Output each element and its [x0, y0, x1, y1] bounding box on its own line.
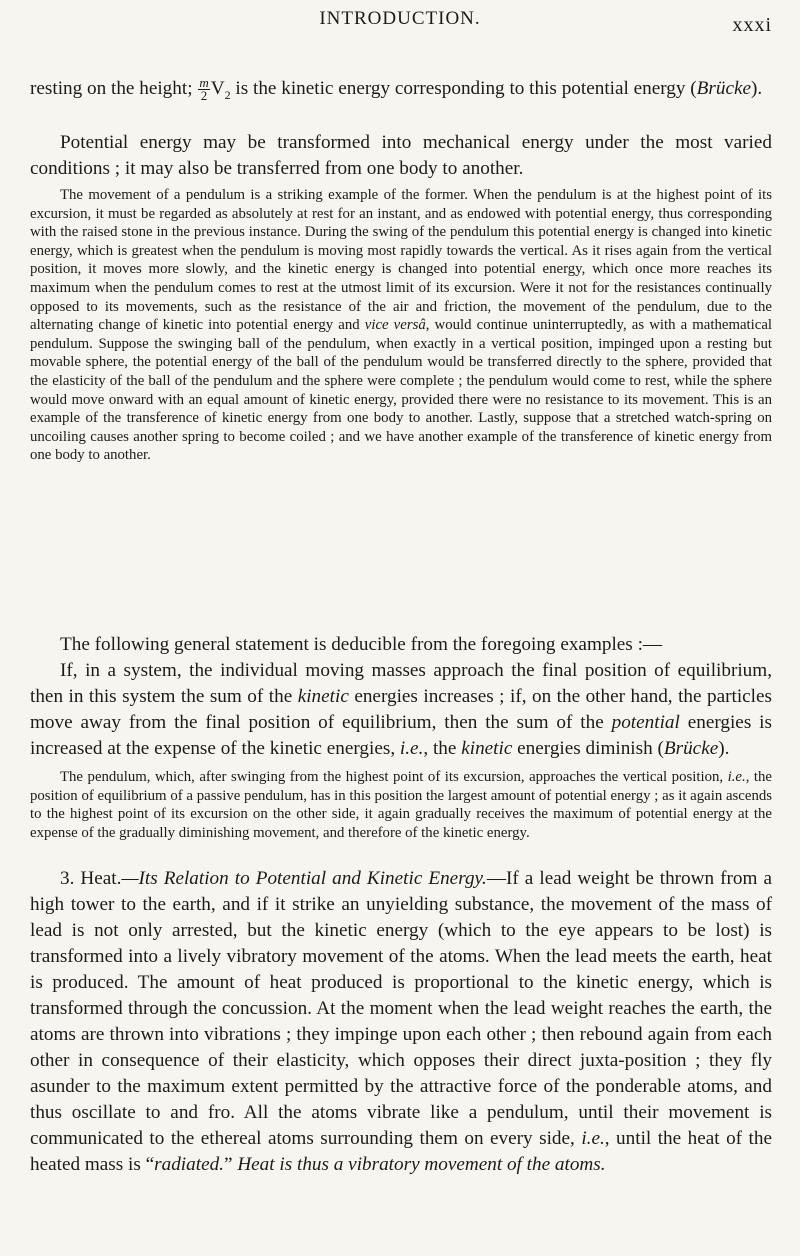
- conclusion-sentence: Heat is thus a vibratory movement of the atoms.: [237, 1154, 606, 1175]
- paragraph-heat-section: 3. Heat.—Its Relation to Potential and Kinetic Energy.—If a lead weight be thrown from a high tower to the earth, and if it strike an unyielding substance, the movement of the mass of lead is not only arrested, but the kinetic energy (which to the eye appears to be lost) is transformed into a lively vibratory movement of the atoms. When the lead meets the earth, heat is produced. The amount of heat produced is proportional to the kinetic energy, which is transformed through the concussion. At the moment when the lead weight reaches the earth, the atoms are thrown into vibrations ; they impinge upon each other ; then rebound again from each other in consequence of their elasticity, which opposes their direct juxta-position ; they fly asunder to the maximum extent permitted by the attractive force of the ponderable atoms, and thus oscillate to and fro. All the atoms vibrate like a pendulum, until their movement is communicated to the ethereal atoms surrounding them on every side, i.e., until the heat of the heated mass is “radiated.” Heat is thus a vibratory movement of the atoms.: [30, 868, 772, 1175]
- section-number: 3. Heat.: [60, 868, 122, 889]
- paragraph-general-statement: The following general statement is deducible from the foregoing examples :—: [60, 634, 663, 655]
- paragraph-pendulum-note: The pendulum, which, after swinging from the highest point of its excursion, approaches the vertical position, i.e., the position of equilibrium of a passive pendulum, has in this position the largest amount of potential energy ; as it again ascends to the highest point of its excursion on the other side, it again gradually receives the maximum of potential energy at the expense of the gradually diminishing movement, and therefore of the kinetic energy.: [30, 769, 773, 841]
- paragraph-pendulum-example: The movement of a pendulum is a striking example of the former. When the pendulum is at the highest point of its excursion, it must be regarded as absolutely at rest for an instant, and as endowed with potential energy, thus corresponding with the raised stone in the previous instance. During the swing of the pendulum this potential energy is changed into kinetic energy, which is greatest when the pendulum is moving most rapidly towards the vertical. As it rises again from the vertical position, it moves more slowly, and the kinetic energy is changed into potential energy, which once more reaches its maximum when the pendulum comes to rest at the utmost limit of its excursion. Were it not for the resistances continually opposed to its movements, such as the resistance of the air and friction, the movement of the pendulum, due to the alternating change of kinetic into potential energy and vice versâ, would continue uninterruptedly, as with a mathematical pendulum. Suppose the swinging ball of the pendulum, when exactly in a vertical position, impinged upon a resting but movable sphere, the potential energy of the ball of the pendulum would be transferred directly to the sphere, provided that the elasticity of the ball of the pendulum and the sphere were complete ; the pendulum would come to rest, while the sphere would move onward with an equal amount of kinetic energy, provided there were no resistance to its movement. This is an example of the transference of kinetic energy from one body to another. Lastly, suppose that a stretched watch-spring on uncoiling causes another spring to become coiled ; and we have another example of the transference of kinetic energy from one body to another.: [30, 187, 772, 464]
- section-heading: —Its Relation to Potential and Kinetic Energy.: [121, 868, 487, 889]
- page-number: xxxi: [732, 14, 772, 36]
- running-head: INTRODUCTION.: [319, 8, 481, 29]
- fraction-m-over-2: $\frac{m}{2}$: [199, 75, 209, 104]
- paragraph-equilibrium-law: If, in a system, the individual moving masses approach the final position of equilibrium, then in this system the sum of the kinetic energies increases ; if, on the other hand, the particles move away from the final position of equilibrium, then the sum of the potential energies is increased at the expense of the kinetic energies, i.e., the kinetic energies diminish (Brücke).: [30, 660, 772, 759]
- paragraph-kinetic-formula: resting on the height; $\frac{m}{2}$ $V_2$ is the kinetic energy corresponding to this potential energy (Brücke).: [30, 75, 763, 104]
- paragraph-transformation: Potential energy may be transformed into mechanical energy under the most varied conditions ; it may also be transferred from one body to another.: [30, 132, 772, 179]
